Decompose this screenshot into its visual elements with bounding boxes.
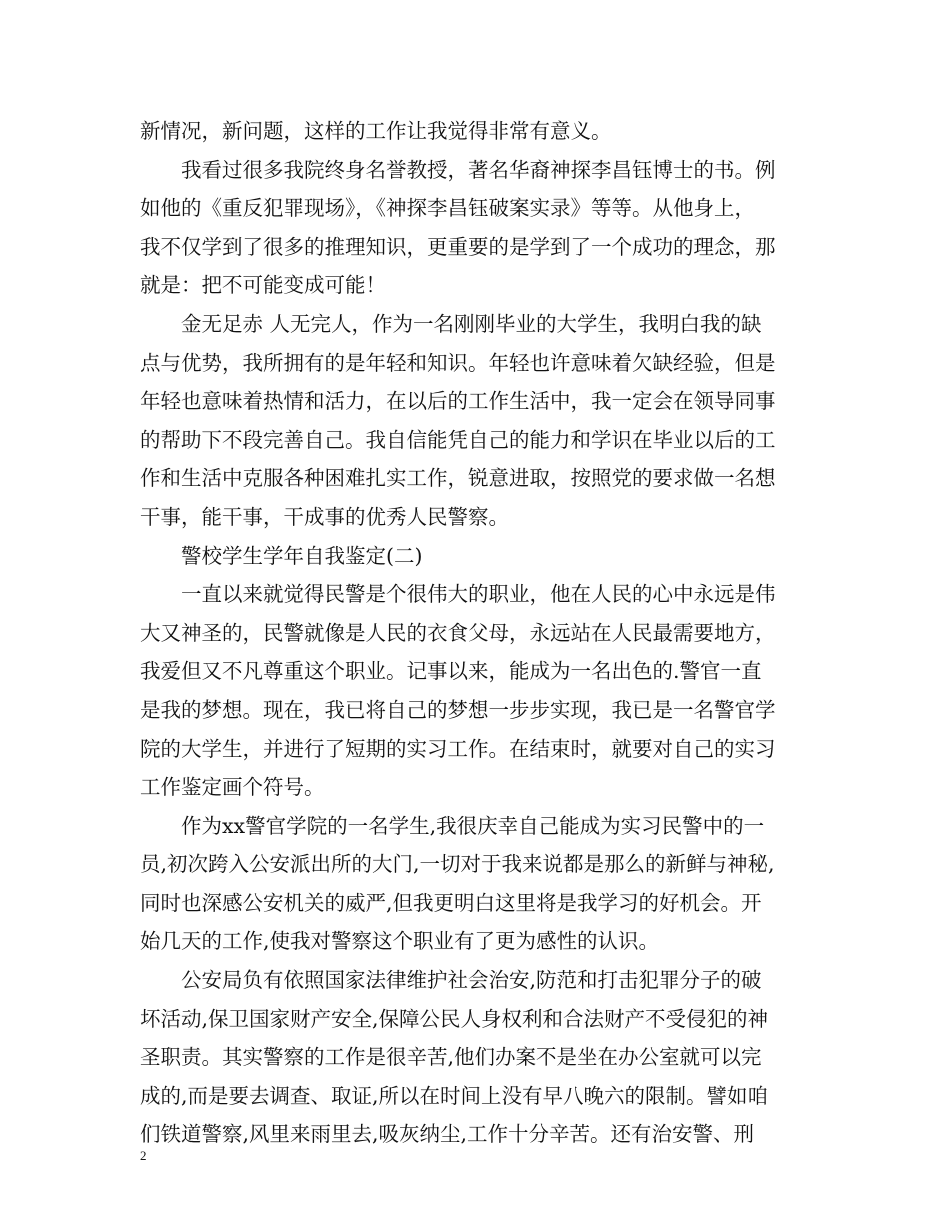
- text-line: 员,初次跨入公安派出所的大门,一切对于我来说都是那么的新鲜与神秘,: [140, 852, 775, 877]
- text-line: 始几天的工作,使我对警察这个职业有了更为感性的认识。: [140, 929, 660, 954]
- text-line: 同时也深感公安机关的威严,但我更明白这里将是我学习的好机会。开: [140, 890, 762, 915]
- document-body: [140, 112, 820, 1154]
- text-line: 是我的梦想。现在，我已将自己的梦想一步步实现，我已是一名警官学: [140, 697, 776, 722]
- text-line: 点与优势，我所拥有的是年轻和知识。年轻也许意味着欠缺经验，但是: [140, 350, 776, 375]
- text-line: 如他的《重反犯罪现场》，《神探李昌钰破案实录》等等。从他身上，: [140, 196, 755, 221]
- text-line: 我看过很多我院终身名誉教授，著名华裔神探李昌钰博士的书。例: [181, 157, 776, 182]
- text-line: 公安局负有依照国家法律维护社会治安,防范和打击犯罪分子的破: [181, 968, 762, 993]
- text-line: 大又神圣的，民警就像是人民的衣食父母，永远站在人民最需要地方，: [140, 620, 776, 645]
- text-line: 年轻也意味着热情和活力，在以后的工作生活中，我一定会在领导同事: [140, 389, 776, 414]
- text-line: 工作鉴定画个符号。: [140, 775, 325, 800]
- text-line: 就是：把不可能变成可能！: [140, 273, 386, 298]
- text-line: 圣职责。其实警察的工作是很辛苦,他们办案不是坐在办公室就可以完: [140, 1045, 762, 1070]
- text-line: 们铁道警察,风里来雨里去,吸灰纳尘,工作十分辛苦。还有治安警、刑: [140, 1122, 755, 1147]
- text-line: 坏活动,保卫国家财产安全,保障公民人身权利和合法财产不受侵犯的神: [140, 1006, 769, 1031]
- text-line: 干事，能干事，干成事的优秀人民警察。: [140, 504, 509, 529]
- text-line: 金无足赤 人无完人，作为一名刚刚毕业的大学生，我明白我的缺: [181, 311, 762, 336]
- text-line: 警校学生学年自我鉴定(二): [181, 543, 423, 568]
- text-line: 我爱但又不凡尊重这个职业。记事以来，能成为一名出色的.警官一直: [140, 659, 762, 684]
- text-line: 新情况，新问题，这样的工作让我觉得非常有意义。: [140, 119, 612, 143]
- text-line: 作为xx警官学院的一名学生,我很庆幸自己能成为实习民警中的一: [181, 813, 765, 838]
- text-line: 的帮助下不段完善自己。我自信能凭自己的能力和学识在毕业以后的工: [140, 427, 776, 452]
- text-line: 院的大学生，并进行了短期的实习工作。在结束时，就要对自己的实习: [140, 736, 776, 761]
- page-number: 2: [140, 1148, 147, 1163]
- text-line: 我不仅学到了很多的推理知识，更重要的是学到了一个成功的理念，那: [140, 234, 776, 259]
- text-line: 作和生活中克服各种困难扎实工作，锐意进取，按照党的要求做一名想: [140, 466, 776, 491]
- text-line: 一直以来就觉得民警是个很伟大的职业，他在人民的心中永远是伟: [181, 582, 776, 607]
- text-line: 成的,而是要去调查、取证,所以在时间上没有早八晚六的限制。譬如咱: [140, 1083, 769, 1108]
